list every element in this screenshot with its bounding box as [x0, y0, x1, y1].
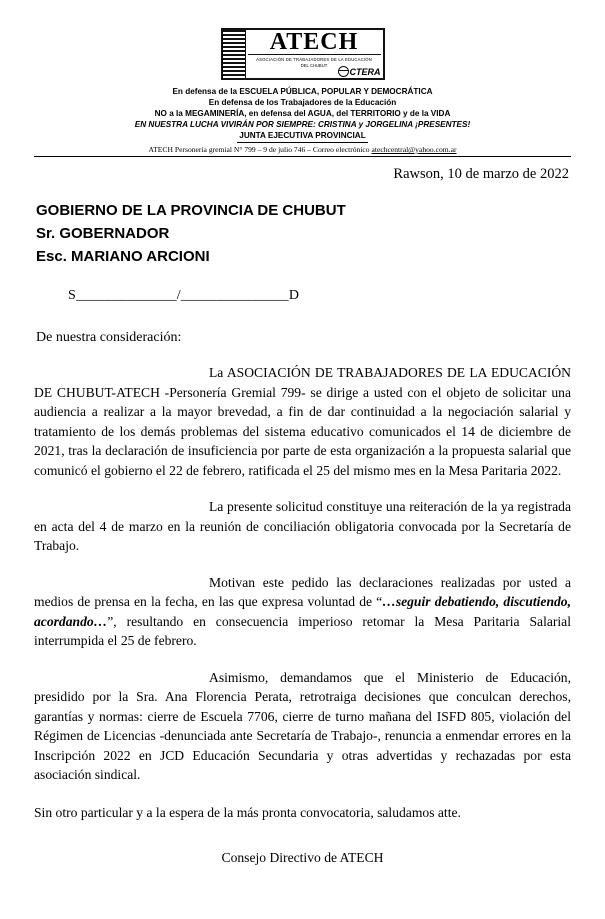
- letterhead: [34, 28, 571, 157]
- slogan-2: En defensa de los Trabajadores de la Educación: [208, 98, 397, 107]
- letter-paragraph: [34, 497, 571, 556]
- letter-body: [34, 363, 571, 785]
- ctera-mark: [338, 66, 381, 77]
- sd-line: S______________/_______________D: [68, 288, 300, 303]
- letterhead-footer: [34, 145, 571, 156]
- slogan-4: EN NUESTRA LUCHA VIVIRÁN POR SIEMPRE: CRISTINA y JORGELINA ¡PRESENTES!: [134, 120, 471, 129]
- addressee-line-2: Sr. GOBERNADOR: [36, 225, 170, 242]
- slogan-1: En defensa de la ESCUELA PÚBLICA, POPULAR Y DEMOCRÁTICA: [172, 87, 433, 96]
- letterhead-footer-text: ATECH Personería gremial N° 799 – 9 de julio 746 – Correo electrónico: [148, 145, 372, 154]
- letter-paragraph: [34, 668, 571, 785]
- junta-line: [34, 130, 571, 143]
- logo-box: [221, 28, 385, 80]
- logo-title: ATECH: [248, 31, 381, 55]
- logo-barcode-icon: [223, 30, 246, 78]
- paragraph-text: ”, resultando en consecuencia imperioso retomar la Mesa Paritaria Salarial interrumpida el 25 de febrero.: [34, 613, 571, 648]
- logo-subtitle-2: DEL CHUBUT: [300, 63, 328, 68]
- paragraph-text: La presente solicitud constituye una reiteración de la ya registrada en acta del 4 de marzo en la reunión de conciliación obligatoria convocada por la Secretaría de Trabajo.: [34, 499, 571, 553]
- globe-icon: [338, 66, 349, 77]
- paragraph-text: Asimismo, demandamos que el Ministerio de Educación, presidido por la Sra. Ana Florencia Perata, retrotraiga decisiones que conculcan derechos, garantías y normas: cierre de Escuela 7706, cierre de turno mañana del ISFD 805, violación del Régimen de Licencias -denunciada ante Secretaría de Trabajo-, renuncia a enmendar errores en la Inscripción 2022 en JCD Educación Secundaria y otras advertidas y rechazadas por esta asociación sindical.: [34, 669, 571, 782]
- place-and-date: Rawson, 10 de marzo de 2022: [393, 166, 569, 182]
- paragraph-text: La ASOCIACIÓN DE TRABAJADORES DE LA EDUCACIÓN DE CHUBUT-ATECH -Personería Gremial 799- se dirige a usted con el objeto de solicitar una audiencia a realizar a la mayor brevedad, a fin de dar continuidad a la negociación salarial y tratamiento de los demás problemas del sistema educativo comunicados el 14 de diciembre de 2021, tras la declaración de insuficiencia por parte de esta organización a la propuesta salarial que comunicó el gobierno el 22 de febrero, ratificada el 25 del mismo mes en la Mesa Paritaria 2022.: [34, 365, 571, 478]
- addressee-block: [36, 199, 571, 268]
- greeting: De nuestra consideración:: [36, 330, 182, 345]
- closing-paragraph: [34, 803, 571, 823]
- emphasis-quote: …seguir debatiendo, discutiendo, acordando…: [34, 594, 571, 629]
- letterhead-slogans: [34, 86, 571, 143]
- logo-subtitle-1: ASOCIACIÓN DE TRABAJADORES DE LA EDUCACIÓN: [256, 57, 372, 62]
- addressee-line-1: GOBIERNO DE LA PROVINCIA DE CHUBUT: [36, 202, 346, 219]
- letterhead-email: atechcentral@yahoo.com.ar: [371, 145, 457, 154]
- ctera-label: CTERA: [349, 66, 381, 77]
- closing-text: Sin otro particular y a la espera de la más pronta convocatoria, saludamos atte.: [34, 804, 461, 820]
- addressee-line-3: Esc. MARIANO ARCIONI: [36, 248, 210, 265]
- letter-paragraph: [34, 363, 571, 480]
- paragraph-text: Motivan este pedido las declaraciones realizadas por usted a medios de prensa en la fecha, en las que expresa voluntad de “: [34, 574, 571, 609]
- signature-line: Consejo Directivo de ATECH: [221, 850, 384, 865]
- letter-paragraph: [34, 573, 571, 651]
- letterhead-divider: [34, 156, 571, 157]
- slogan-3: NO a la MEGAMINERÍA, en defensa del AGUA, del TERRITORIO y de la VIDA: [154, 109, 451, 118]
- atech-logo: [34, 28, 571, 80]
- junta-label: JUNTA EJECUTIVA PROVINCIAL: [237, 130, 367, 143]
